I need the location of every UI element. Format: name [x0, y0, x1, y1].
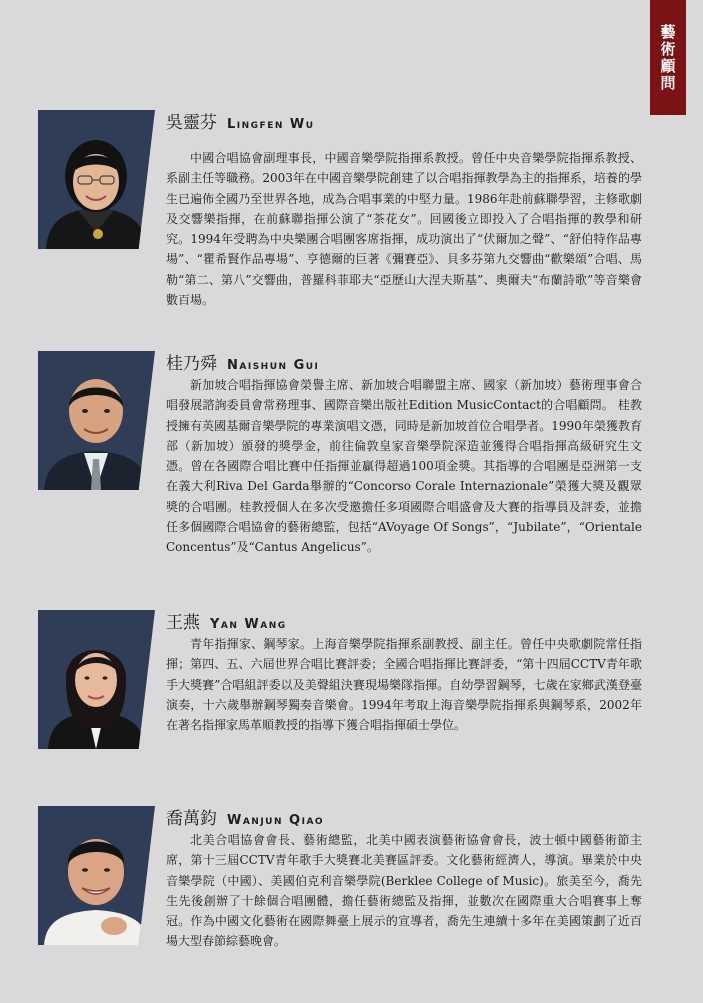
name-english: Yan Wang [210, 617, 287, 632]
name-chinese: 喬萬鈞 [166, 809, 217, 829]
name-english: Wanjun Qiao [227, 813, 325, 828]
name-english: Naishun Gui [227, 358, 320, 373]
profile-bio: 青年指揮家、鋼琴家。上海音樂學院指揮系副教授、副主任。曾任中央歌劇院常任指揮；第四、五、六屆世界合唱比賽評委；全國合唱指揮比賽評委，“第十四屆CCTV青年歌手大獎賽”合唱組評委以及美聲組決賽現場樂隊指揮。自幼學習鋼琴，七歲在家鄉武漢登臺演奏，十六歲舉辦鋼琴獨奏音樂會。1994年考取上海音樂學院指揮系與鋼琴系，2002年在著名指揮家馬革順教授的指導下獲合唱指揮碩士學位。 [166, 637, 642, 733]
portrait-photo [38, 110, 155, 249]
name-english: Lingfen Wu [227, 117, 315, 132]
profile-bio: 新加坡合唱指揮協會榮譽主席、新加坡合唱聯盟主席、國家（新加坡）藝術理事會合唱發展諮詢委員會常務理事、國際音樂出版社Edition MusicContact的合唱顧問。 桂教授擁有英國基爾音樂學院的專業演唱文憑，同時是新加坡首位合唱學者。1990年榮獲教育部（新加坡）頒發的獎學金，前往倫敦皇家音樂學院深造並獲得合唱指揮高級研究生文憑。曾在各國際合唱比賽中任指揮並贏得超過100項金獎。其指導的合唱團是亞洲第一支在義大利Riva Del Garda舉辦的“Concorso Corale Internazionale”榮獲大獎及觀眾獎的合唱團。桂教授個人在多次受邀擔任多項國際合唱盛會及大賽的指導員及評委，並擔任多個國際合唱協會的藝術總監，包括“AVoyage Of Songs”，“Jubilate”，“Orientale Concentus”及“Cantus Angelicus”。 [166, 378, 642, 555]
profile-bio: 中國合唱協會副理事長，中國音樂學院指揮系教授。曾任中央音樂學院指揮系教授、系副主任等職務。2003年在中國音樂學院創建了以合唱指揮教學為主的指揮系，培養的學生已遍佈全國乃至世界各地，成為合唱事業的中堅力量。1986年赴前蘇聯學習，主修歌劇及交響樂指揮，在前蘇聯指揮公演了“茶花女”。回國後立即投入了合唱指揮的教學和研究。1994年受聘為中央樂團合唱團客席指揮，成功演出了“伏爾加之聲”、“舒伯特作品專場”、“瞿希賢作品專場”、亨德爾的巨著《彌賽亞》、貝多芬第九交響曲“歡樂頌”合唱、馬勒“第二、第八”交響曲，普羅科菲耶夫“亞歷山大涅夫斯基”、奧爾夫“布蘭詩歌”等音樂會數百場。 [166, 151, 642, 308]
name-chinese: 王燕 [166, 613, 200, 633]
profile-bio: 北美合唱協會會長、藝術總監，北美中國表演藝術協會會長，波士頓中國藝術節主席，第十三屆CCTV青年歌手大獎賽北美賽區評委。文化藝術經濟人，導演。畢業於中央音樂學院（中國）、美國伯克利音樂學院(Berklee College of Music)。旅美至今，喬先生先後創辦了十餘個合唱團體，擔任藝術總監及指揮，並數次在國際重大合唱賽事上奪冠。作為中國文化藝術在國際舞臺上展示的宣導者，喬先生連續十多年在美國策劃了近百場大型春節綜藝晚會。 [166, 833, 642, 949]
profile-name [166, 804, 325, 829]
portrait-photo [38, 610, 155, 749]
profile-name [166, 608, 287, 633]
portrait-photo [38, 806, 155, 945]
profile-name [166, 108, 315, 133]
section-tab-label: 藝術顧問 [658, 23, 677, 92]
portrait-photo [38, 351, 155, 490]
name-chinese: 吳靈芬 [166, 113, 217, 133]
section-tab [650, 0, 686, 115]
profile-name [166, 349, 320, 374]
name-chinese: 桂乃舜 [166, 354, 217, 374]
